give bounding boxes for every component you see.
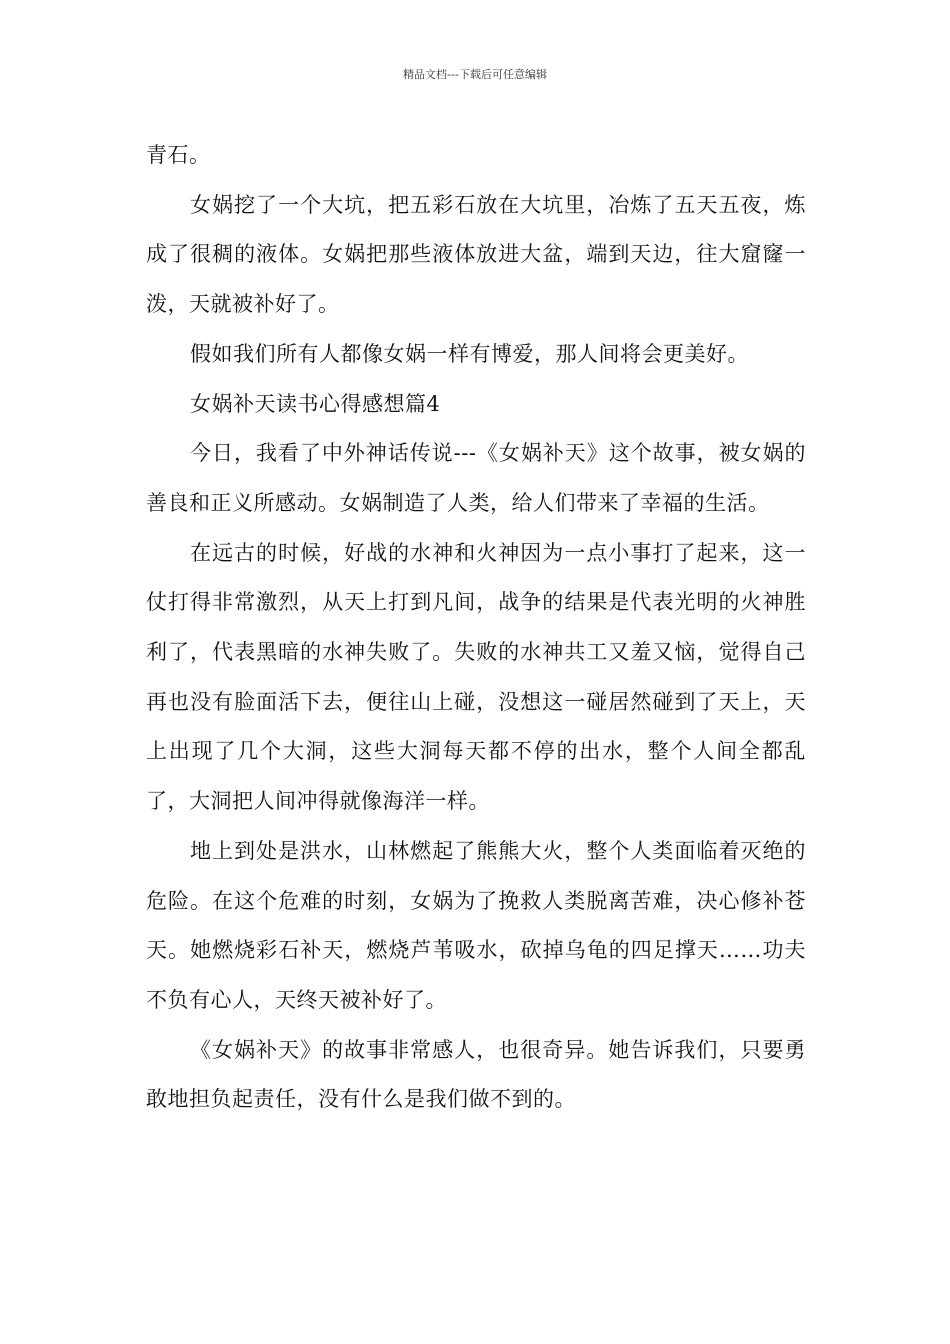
section-heading: 女娲补天读书心得感想篇4 [190,391,441,416]
paragraph: 《女娲补天》的故事非常感人，也很奇异。她告诉我们，只要勇敢地担负起责任，没有什么是我们做不到的。 [146,1037,806,1112]
paragraph: 女娲挖了一个大坑，把五彩石放在大坑里，冶炼了五天五夜，炼成了很稠的液体。女娲把那些液体放进大盆，端到天边，往大窟窿一泼，天就被补好了。 [146,192,806,317]
paragraph: 假如我们所有人都像女娲一样有博爱，那人间将会更美好。 [190,341,749,366]
paragraph: 在远古的时候，好战的水神和火神因为一点小事打了起来，这一仗打得非常激烈，从天上打到凡间，战争的结果是代表光明的火神胜利了，代表黑暗的水神失败了。失败的水神共工又羞又恼，觉得自己再也没有脸面活下去，便往山上碰，没想这一碰居然碰到了天上，天上出现了几个大洞，这些大洞每天都不停的出水，整个人间全都乱了，大洞把人间冲得就像海洋一样。 [146,540,806,814]
paragraph: 地上到处是洪水，山林燃起了熊熊大火，整个人类面临着灭绝的危险。在这个危难的时刻，女娲为了挽救人类脱离苦难，决心修补苍天。她燃烧彩石补天，燃烧芦苇吸水，砍掉乌龟的四足撑天……功夫不负有心人，天终天被补好了。 [146,838,806,1012]
page-header: 精品文档---下载后可任意编辑 [403,68,547,81]
paragraph: 今日，我看了中外神话传说---《女娲补天》这个故事，被女娲的善良和正义所感动。女娲制造了人类，给人们带来了幸福的生活。 [146,441,806,515]
document-body [146,131,806,1125]
paragraph: 青石。 [146,143,211,167]
